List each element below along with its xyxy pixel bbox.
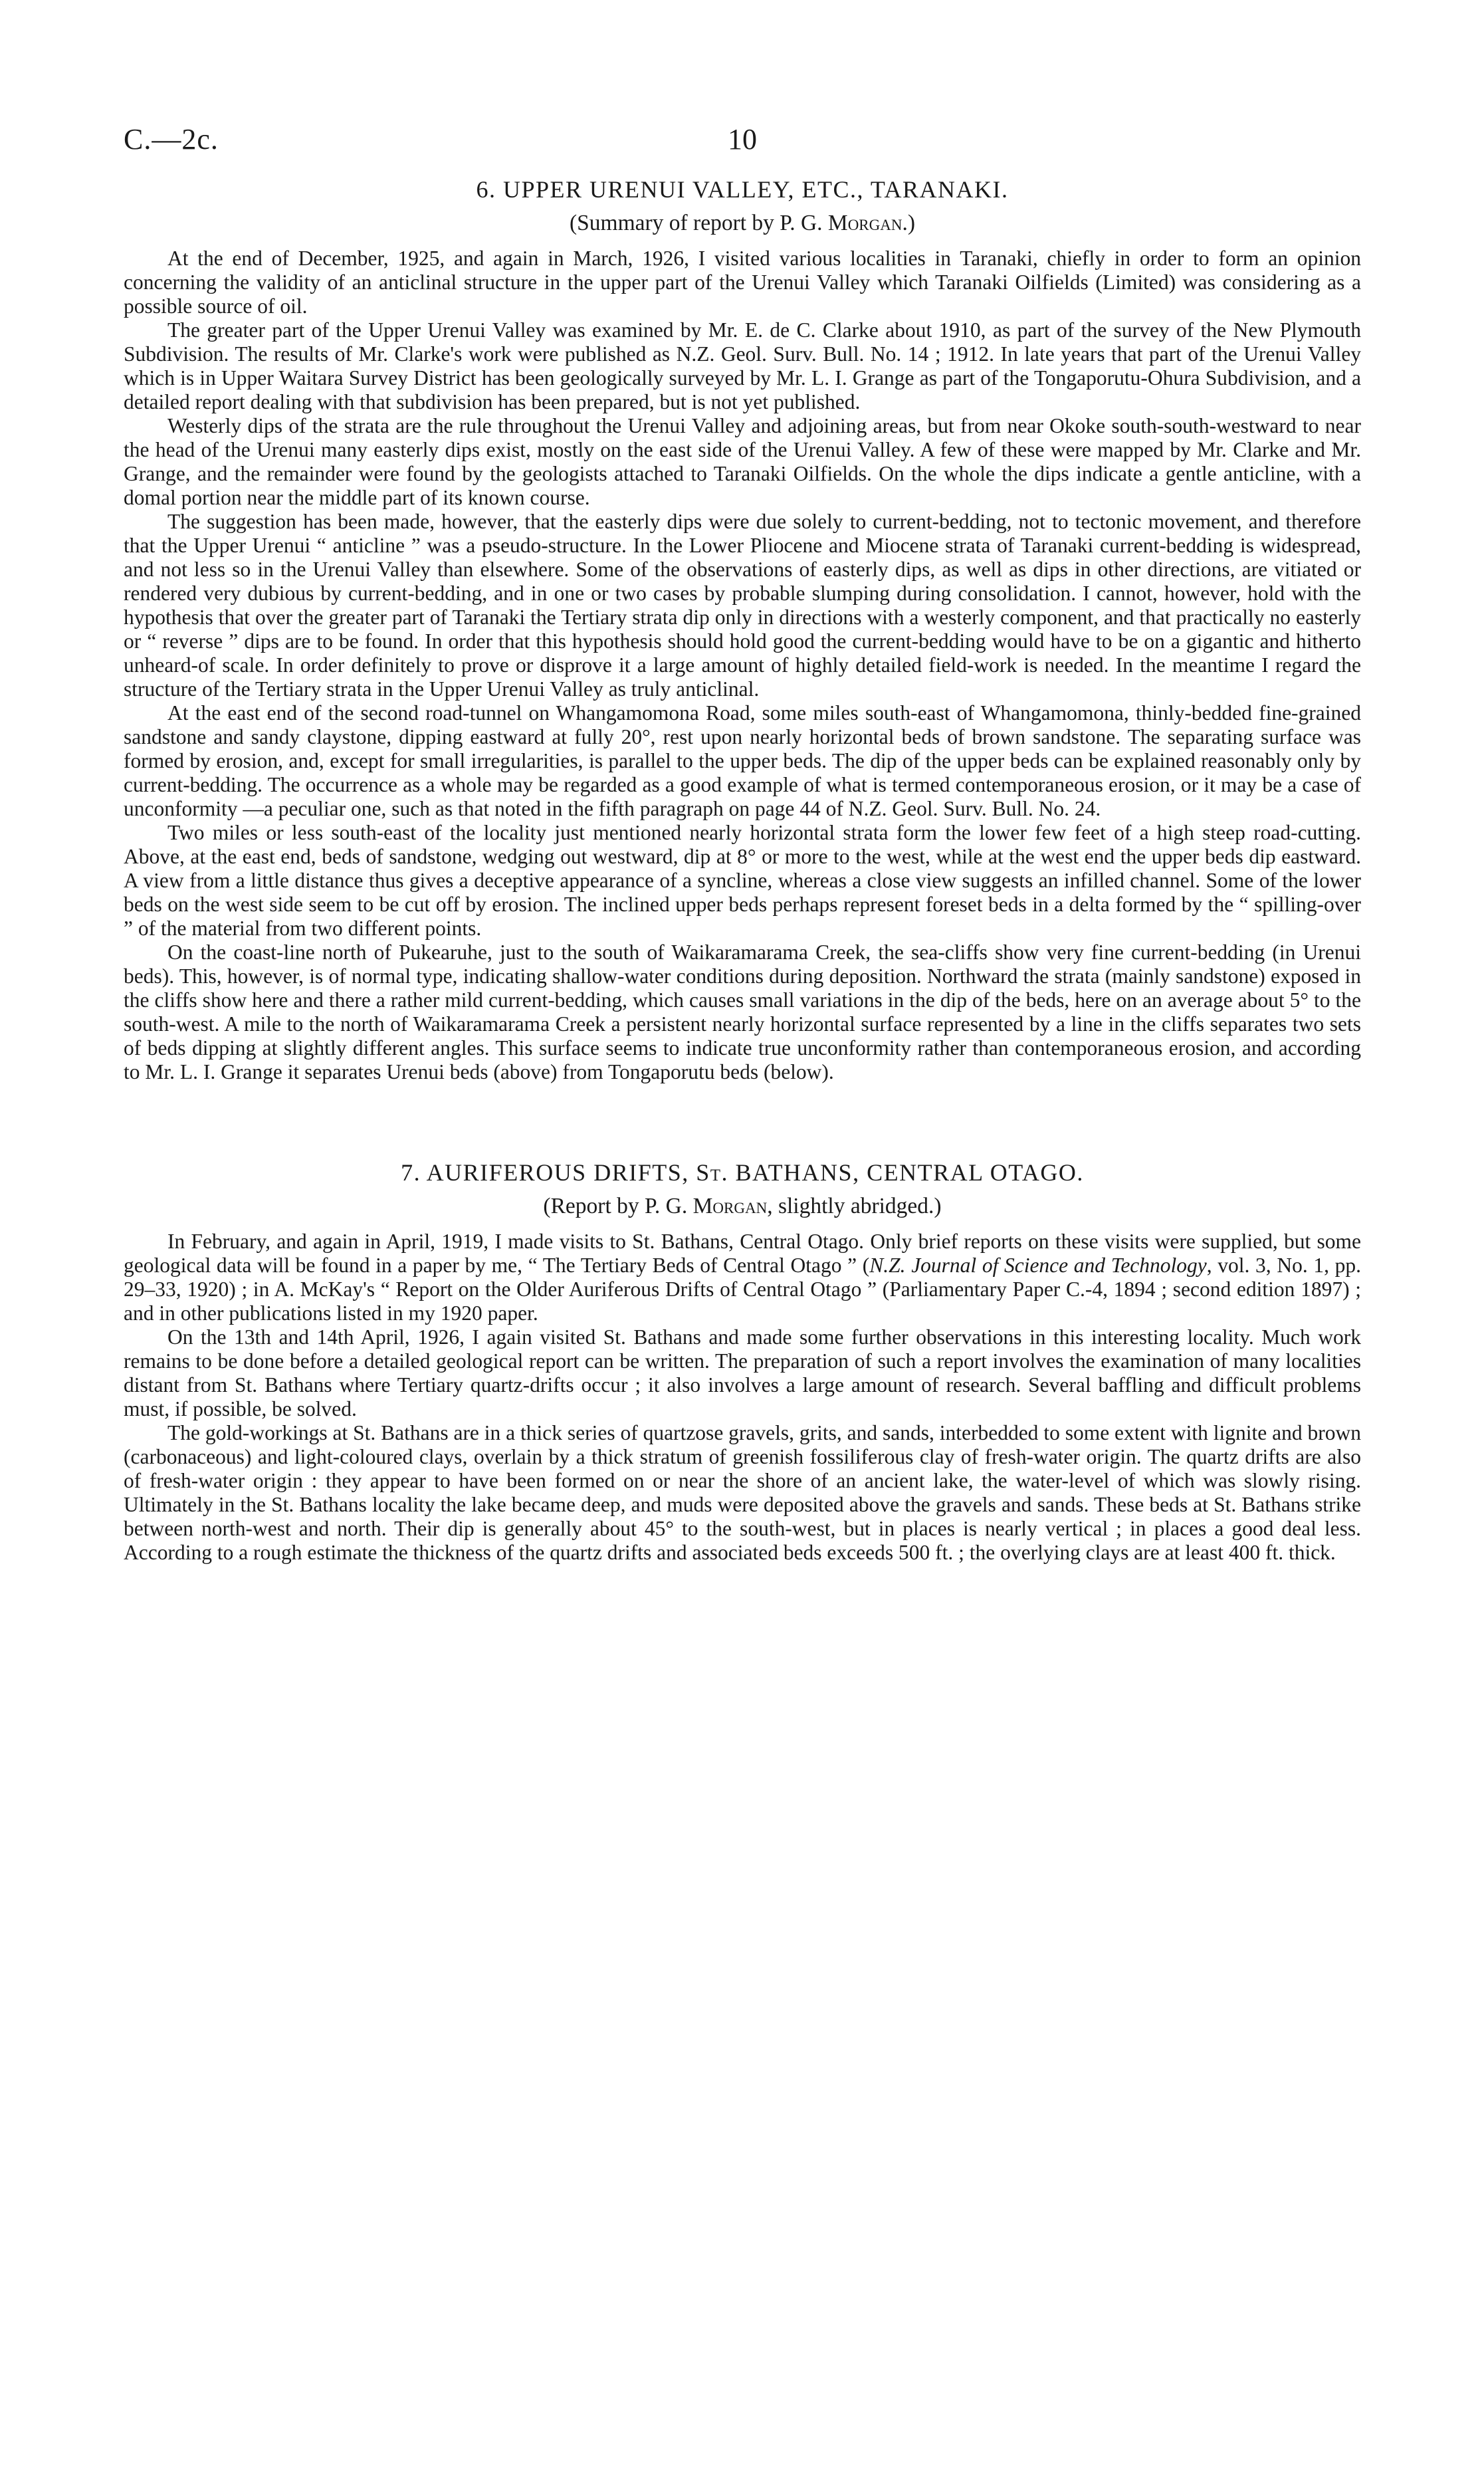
title-prefix: 7. AURIFEROUS DRIFTS, xyxy=(401,1159,696,1186)
paragraph: Westerly dips of the strata are the rule throughout the Urenui Valley and adjoining areas, but from near Okoke south-south-westward to near the head of the Urenui many easterly dips exist, mostly on the east side of the Urenui Valley. A few of these were mapped by Mr. Clarke and Mr. Grange, and the remainder were found by the geologists attached to Taranaki Oilfields. On the whole the dips indicate a gentle anticline, with a domal portion near the middle part of its known course. xyxy=(124,414,1361,510)
section-subtitle xyxy=(124,209,1361,237)
paragraph: On the 13th and 14th April, 1926, I again visited St. Bathans and made some further observations in this interesting locality. Much work remains to be done before a detailed geological report can be written. The preparation of such a report involves the examination of many localities distant from St. Bathans where Tertiary quartz-drifts occur ; it also involves a large amount of research. Several baffling and difficult problems must, if possible, be solved. xyxy=(124,1325,1361,1421)
title-suffix: BATHANS, CENTRAL OTAGO. xyxy=(728,1159,1084,1186)
page-header xyxy=(124,113,1361,166)
paragraph xyxy=(124,1230,1361,1325)
subtitle-prefix: (Report by P. G. xyxy=(543,1194,693,1219)
section-upper-urenui-valley xyxy=(124,175,1361,1084)
paragraph: Two miles or less south-east of the locality just mentioned nearly horizontal strata form the lower few feet of a high steep road-cutting. Above, at the east end, beds of sandstone, wedging out westward, dip at 8° or more to the west, while at the west end the upper beds dip eastward. A view from a little distance thus gives a deceptive appearance of a syncline, whereas a close view suggests an infilled channel. Some of the lower beds on the west side seem to be cut off by erosion. The inclined upper beds perhaps represent foreset beds in a delta formed by the “ spilling-over ” of the material from two different points. xyxy=(124,821,1361,941)
document-page xyxy=(124,113,1361,1565)
section-title: 6. UPPER URENUI VALLEY, ETC., TARANAKI. xyxy=(476,176,1009,203)
author-name: Morgan xyxy=(827,211,902,236)
paragraph: On the coast-line north of Pukearuhe, just to the south of Waikaramarama Creek, the sea-cliffs show very fine current-bedding (in Urenui beds). This, however, is of normal type, indicating shallow-water conditions during deposition. Northward the strata (mainly sandstone) exposed in the cliffs show here and there a rather mild current-bedding, which causes small variations in the dip of the beds, here on an average about 5° to the south-west. A mile to the north of Waikaramarama Creek a persistent nearly horizontal surface represented by a line in the cliffs separates two sets of beds dipping at slightly different angles. This surface seems to indicate true unconformity rather than contemporaneous erosion, and according to Mr. L. I. Grange it separates Urenui beds (above) from Tongaporutu beds (below). xyxy=(124,941,1361,1084)
section-subtitle xyxy=(124,1192,1361,1220)
page-number: 10 xyxy=(728,123,757,156)
paragraph: The suggestion has been made, however, that the easterly dips were due solely to current-bedding, not to tectonic movement, and therefore that the Upper Urenui “ anticline ” was a pseudo-structure. In the Lower Pliocene and Miocene strata of Taranaki current-bedding is widespread, and not less so in the Urenui Valley than elsewhere. Some of the observations of easterly dips, as well as dips in other directions, are vitiated or rendered very dubious by current-bedding, and in one or two cases by probable slumping during consolidation. I cannot, however, hold with the hypothesis that over the greater part of Taranaki the Tertiary strata dip only in directions with a westerly component, and that practically no easterly or “ reverse ” dips are to be found. In order that this hypothesis should hold good the current-bedding would have to be on a gigantic and hitherto unheard-of scale. In order definitely to prove or disprove it a large amount of highly detailed field-work is needed. In the meantime I regard the structure of the Tertiary strata in the Upper Urenui Valley as truly anticlinal. xyxy=(124,510,1361,701)
paragraph: At the end of December, 1925, and again in March, 1926, I visited various localities in Taranaki, chiefly in order to form an opinion concerning the validity of an anticlinal structure in the upper part of the Urenui Valley which Taranaki Oilfields (Limited) was considering as a possible source of oil. xyxy=(124,247,1361,318)
paragraph-text: In February, and again in April, 1919, I made visits to St. Bathans, Central Otago. Only brief reports on these visits were supplied, but some geological data will be found in a paper by me, “ The Tertiary Beds of Central Otago ” ( xyxy=(124,1230,1361,1278)
section-auriferous-drifts xyxy=(124,1159,1361,1565)
subtitle-suffix: .) xyxy=(902,211,916,236)
journal-title: N.Z. Journal of Science and Technology xyxy=(869,1254,1207,1278)
author-name: Morgan xyxy=(692,1194,768,1219)
paragraph: The gold-workings at St. Bathans are in a thick series of quartzose gravels, grits, and sands, interbedded to some extent with lignite and brown (carbonaceous) and light-coloured clays, overlain by a thick stratum of greenish fossiliferous clay of fresh-water origin. The quartz drifts are also of fresh-water origin : they appear to have been formed on or near the shore of an ancient lake, the water-level of which was slowly rising. Ultimately in the St. Bathans locality the lake became deep, and muds were deposited above the gravels and sands. These beds at St. Bathans strike between north-west and north. Their dip is generally about 45° to the south-west, but in places is nearly vertical ; in places a good deal less. According to a rough estimate the thickness of the quartz drifts and associated beds exceeds 500 ft. ; the overlying clays are at least 400 ft. thick. xyxy=(124,1421,1361,1565)
subtitle-suffix: , slightly abridged.) xyxy=(767,1194,942,1219)
subtitle-prefix: (Summary of report by P. G. xyxy=(569,211,828,236)
paragraph: At the east end of the second road-tunnel on Whangamomona Road, some miles south-east of Whangamomona, thinly-bedded fine-grained sandstone and sandy claystone, dipping eastward at fully 20°, rest upon nearly horizontal beds of brown sandstone. The separating surface was formed by erosion, and, except for small irregularities, is parallel to the upper beds. The dip of the upper beds can be explained reasonably only by current-bedding. The occurrence as a whole may be regarded as a good example of what is termed contemporaneous erosion, or it may be a case of unconformity —a peculiar one, such as that noted in the fifth paragraph on page 44 of N.Z. Geol. Surv. Bull. No. 24. xyxy=(124,701,1361,821)
section-title xyxy=(124,1159,1361,1187)
title-st: St. xyxy=(696,1159,729,1186)
section-gap xyxy=(124,1084,1361,1149)
document-reference: C.—2c. xyxy=(124,123,219,156)
paragraph-text: , vol. 3, No. 1, pp. 29–33, 1920) ; in A. McKay's “ Report on the Older Auriferous Drifts of Central Otago ” (Parliamentary Paper C.-4, 1894 ; second edition 1897) ; and in other publications listed in my 1920 paper. xyxy=(124,1254,1361,1325)
paragraph: The greater part of the Upper Urenui Valley was examined by Mr. E. de C. Clarke about 1910, as part of the survey of the New Plymouth Subdivision. The results of Mr. Clarke's work were published as N.Z. Geol. Surv. Bull. No. 14 ; 1912. In late years that part of the Urenui Valley which is in Upper Waitara Survey District has been geologically surveyed by Mr. L. I. Grange as part of the Tongaporutu-Ohura Subdivision, and a detailed report dealing with that subdivision has been prepared, but is not yet published. xyxy=(124,318,1361,414)
